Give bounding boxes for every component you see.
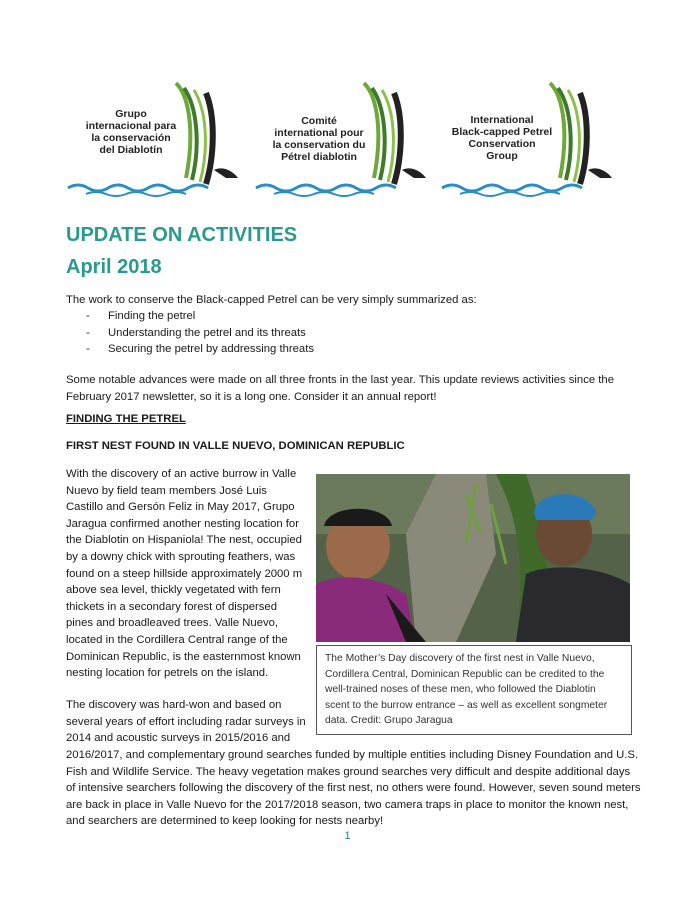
page-number: 1: [344, 830, 351, 842]
effort-paragraph: The discovery was hard-won and based on several years of effort including radar surveys in 2014 and acoustic surveys in 2015/2016 and: [66, 699, 306, 745]
summary-list: [86, 308, 314, 358]
logo-line: international pour: [274, 127, 364, 139]
logo-line: Comité: [301, 115, 337, 127]
field-team-photo: [316, 474, 630, 642]
logo-line: la conservación: [91, 132, 171, 144]
logo-french: [254, 78, 434, 198]
logo-line: Pétrel diablotin: [281, 151, 357, 163]
sub-heading: FIRST NEST FOUND IN VALLE NUEVO, DOMINICAN REPUBLIC: [66, 440, 405, 452]
title-line-1: UPDATE ON ACTIVITIES: [66, 224, 298, 246]
title-line-2: April 2018: [66, 256, 162, 278]
photo-caption: The Mother’s Day discovery of the first nest in Valle Nuevo, Cordillera Central, Dominican Republic can be credited to the well-trained noses of these men, who followed the Diablotin scent to the burrow entrance – as well as excellent songmeter data. Credit: Grupo Jaragua: [316, 645, 632, 735]
overview-paragraph: Some notable advances were made on all three fronts in the last year. This update reviews activities since the February 2017 newsletter, so it is a long one. Consider it an annual report!: [66, 374, 614, 403]
photo-illustration: [316, 474, 630, 642]
logo-line: Grupo: [115, 108, 147, 120]
logo-line: la conservation du: [272, 139, 366, 151]
logo-line: internacional para: [85, 120, 177, 132]
list-item: - Finding the petrel: [86, 308, 314, 325]
logo-line: del Diablotín: [99, 144, 163, 156]
nest-discovery-paragraph: With the discovery of an active burrow in Valle Nuevo by field team members José Luis Castillo and Gersón Feliz in May 2017, Grupo Jaragua confirmed another nesting location for the Diablotin on Hispaniola! The nest, occupied by a downy chick with sprouting feathers, was found on a steep hillside approximately 2000 m above sea level, thickly vegetated with fern thickets in a secondary forest of dispersed pines and broadleaved trees. Valle Nuevo, located in the Cordillera Central range of the Dominican Republic, is the easternmost known nesting location for petrels on the island.: [66, 468, 303, 680]
logo-english: [440, 78, 620, 198]
list-item: - Understanding the petrel and its threats: [86, 325, 314, 342]
intro-paragraph: The work to conserve the Black-capped Petrel can be very simply summarized as:: [66, 294, 477, 306]
logo-line: Conservation: [468, 138, 536, 150]
logo-line: Black-capped Petrel: [451, 126, 553, 138]
effort-paragraph-continued: 2016/2017, and complementary ground searches funded by multiple entities including Disney Foundation and U.S. Fish and Wildlife Service. The heavy vegetation makes ground searches very difficult and despite additional days of intensive searchers following the discovery of the first nest, no others were found. However, seven sound meters are back in place in Valle Nuevo for the 2017/2018 season, two camera traps in place to monitor the known nest, and searchers are determined to keep looking for nests nearby!: [66, 749, 641, 828]
logo-line: International: [470, 114, 534, 126]
section-heading: FINDING THE PETREL: [66, 413, 186, 425]
list-item: - Securing the petrel by addressing threats: [86, 341, 314, 358]
logo-line: Group: [486, 150, 518, 162]
logo-spanish: [66, 78, 246, 198]
